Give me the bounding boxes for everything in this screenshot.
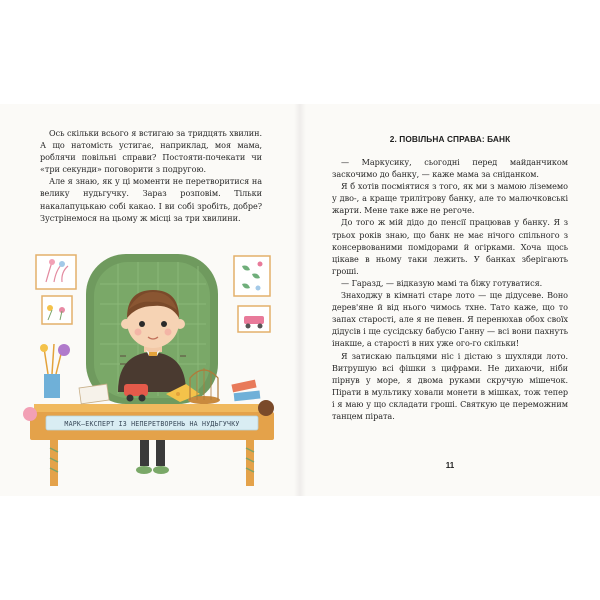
books-stack	[231, 380, 260, 402]
chapter-title: 2. ПОВІЛЬНА СПРАВА: БАНК	[389, 134, 511, 144]
boy-legs	[136, 440, 169, 474]
right-page	[300, 104, 600, 496]
paragraph: Я затискаю пальцями ніс і дістаю з шухляди лото. Витрушую всі фішки з цифрами. Не дихаючи, ніби пірнув у море, я двома руками скручую мішечок. Пірати в мультику ховали монети в мішках, тож тепер і я маю у що складати гроші. Святкую це переможним танцем пірата.	[332, 350, 568, 421]
paragraph: Але я знаю, як у ці моменти не перетворитися на велику нудьгучку. Зараз розповім. Тільки накалапуцькаю собі какао. І ви собі зробіть, добре? Зустрінемося на цьому ж місці за три хвилини.	[40, 176, 262, 223]
notebook	[79, 384, 109, 404]
wall-picture-flowers-small	[42, 296, 72, 324]
wall-picture-leaves	[234, 256, 270, 296]
wall-picture-flowers	[36, 255, 76, 289]
paragraph: Я б хотів посміятися з того, як ми з мамою ліземемо у дво-, а краще трилітрову банку, але то малючковські жарти. Мене таке вже не регоче.	[332, 181, 568, 216]
desk	[30, 404, 274, 486]
hedgehog-toy	[258, 400, 274, 416]
page-number: 11	[445, 461, 455, 470]
desk-banner-text: МАРК—ЕКСПЕРТ ІЗ НЕПЕРЕТВОРЕНЬ НА НУДЬГУЧКУ	[64, 420, 240, 428]
wall-picture-car	[238, 306, 270, 332]
left-page-text	[40, 127, 262, 224]
paragraph: До того ж мій дідо до пенсії працював у банку. Я з трьох років знаю, що банк не має нічого спільного з консервованими помідорами й огірками. Хоча щось цікаве в ньому таки лежить. У банках зберігають гроші.	[332, 217, 568, 276]
paragraph: — Гаразд, — відказую мамі та біжу готуватися.	[341, 277, 543, 288]
ball	[23, 407, 37, 421]
right-page-text	[332, 156, 568, 422]
illustration-boy-at-desk	[20, 244, 282, 494]
paragraph: Ось скільки всього я встигаю за тридцять хвилин. А що натомість устигає, наприклад, моя мама, роблячи повільні справи? Постояти-почекати чи «три секунди» поговорити з подругою.	[40, 128, 262, 175]
book-spread	[0, 104, 600, 496]
pencil-cup	[40, 344, 70, 398]
paragraph: Знаходжу в кімнаті старе лото — ще дідусеве. Воно дерев'яне й від нього чимось тхне. Тато каже, що то запах старості, але я не певен. Я перенюхав обох своїх дідусів і ще сусідську бабусю Ганну — всі вони пахнуть інакше, а старості в них уже ого-го скільки!	[332, 290, 568, 349]
left-page	[0, 104, 300, 496]
paragraph: — Маркусику, сьогодні перед майданчиком заскочимо до банку, — каже мама за сніданком.	[332, 157, 568, 180]
